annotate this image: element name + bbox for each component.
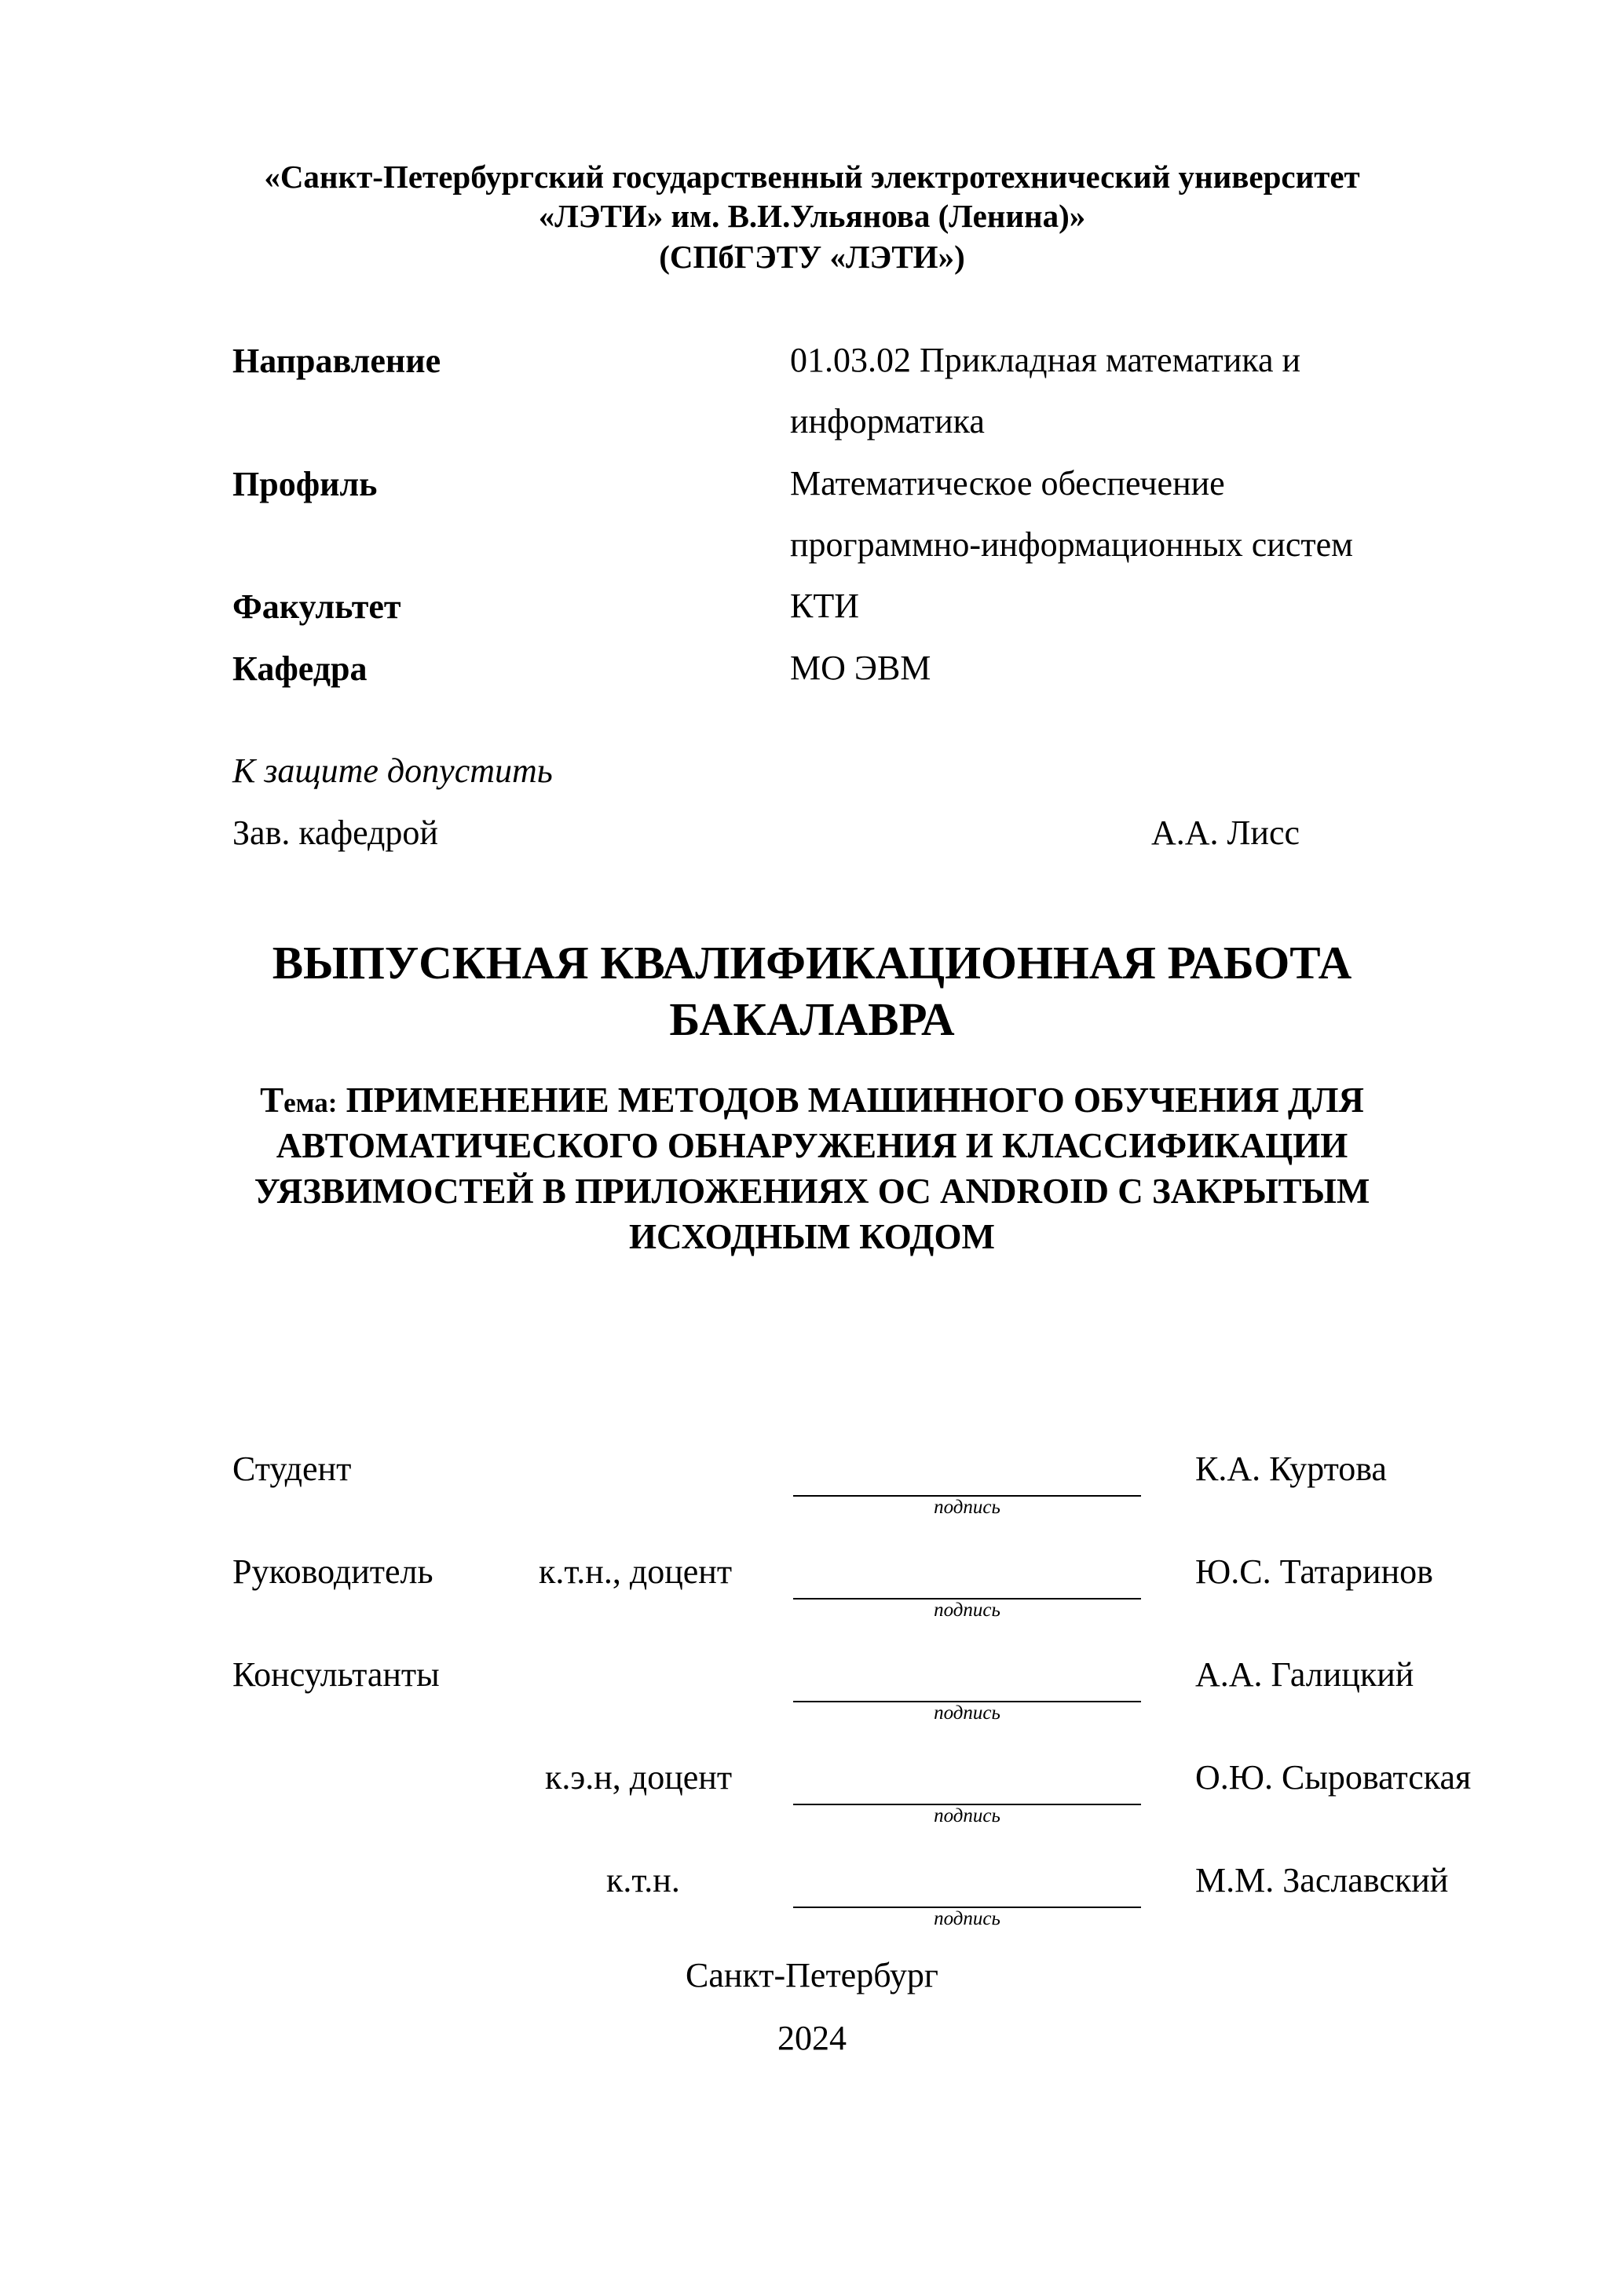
university-abbreviation: (СПбГЭТУ «ЛЭТИ»): [659, 239, 965, 275]
signature-caption: подпись: [934, 1600, 1000, 1621]
theme-line2: АВТОМАТИЧЕСКОГО ОБНАРУЖЕНИЯ И КЛАССИФИКАЦИИ: [276, 1126, 1348, 1165]
signature-name: Ю.С. Татаринов: [1195, 1552, 1433, 1591]
direction-value-line1: 01.03.02 Прикладная математика и: [790, 341, 1301, 379]
signature-caption: подпись: [934, 1497, 1000, 1518]
signature-name: О.Ю. Сыроватская: [1195, 1758, 1472, 1797]
signature-role: Консультанты: [232, 1655, 440, 1694]
work-title-line1: ВЫПУСКНАЯ КВАЛИФИКАЦИОННАЯ РАБОТА: [272, 937, 1352, 989]
direction-value-line2: информатика: [790, 402, 985, 441]
university-name-line2: «ЛЭТИ» им. В.И.Ульянова (Ленина)»: [538, 198, 1086, 234]
faculty-value: КТИ: [790, 587, 859, 625]
signature-name: К.А. Куртова: [1195, 1450, 1387, 1488]
department-value: МО ЭВМ: [790, 649, 931, 687]
signature-name: М.М. Заславский: [1195, 1861, 1449, 1899]
head-of-department-name: А.А. Лисс: [1151, 813, 1300, 852]
signature-role: Студент: [232, 1450, 352, 1488]
direction-label: Направление: [232, 342, 441, 380]
year: 2024: [777, 2019, 847, 2057]
department-label: Кафедра: [232, 649, 368, 688]
city: Санкт-Петербург: [686, 1956, 938, 1994]
signature-degree: к.т.н., доцент: [539, 1552, 733, 1591]
theme-prefix-cap: Т: [260, 1080, 284, 1120]
head-of-department-label: Зав. кафедрой: [232, 813, 438, 852]
signature-degree: к.т.н.: [606, 1861, 680, 1899]
signature-caption: подпись: [934, 1702, 1000, 1724]
theme-line4: ИСХОДНЫМ КОДОМ: [629, 1217, 995, 1256]
signature-caption: подпись: [934, 1805, 1000, 1826]
faculty-label: Факультет: [232, 587, 401, 626]
signature-degree: к.э.н, доцент: [545, 1758, 733, 1797]
profile-value-line1: Математическое обеспечение: [790, 464, 1225, 503]
admission-note: К защите допустить: [232, 751, 553, 790]
signature-role: Руководитель: [232, 1552, 433, 1591]
signature-name: А.А. Галицкий: [1195, 1655, 1414, 1694]
university-name-line1: «Санкт-Петербургский государственный электротехнический университет: [264, 159, 1360, 195]
theme-line1: [0, 1077, 1624, 1126]
theme-prefix-rest: ема:: [283, 1088, 338, 1118]
work-title-line2: БАКАЛАВРА: [669, 993, 955, 1045]
profile-value-line2: программно-информационных систем: [790, 525, 1353, 564]
signature-caption: подпись: [934, 1908, 1000, 1929]
theme-line1-text: ПРИМЕНЕНИЕ МЕТОДОВ МАШИННОГО ОБУЧЕНИЯ ДЛЯ: [337, 1080, 1364, 1120]
theme-line3: УЯЗВИМОСТЕЙ В ПРИЛОЖЕНИЯХ ОС ANDROID С ЗАКРЫТЫМ: [254, 1172, 1370, 1211]
profile-label: Профиль: [232, 465, 378, 503]
